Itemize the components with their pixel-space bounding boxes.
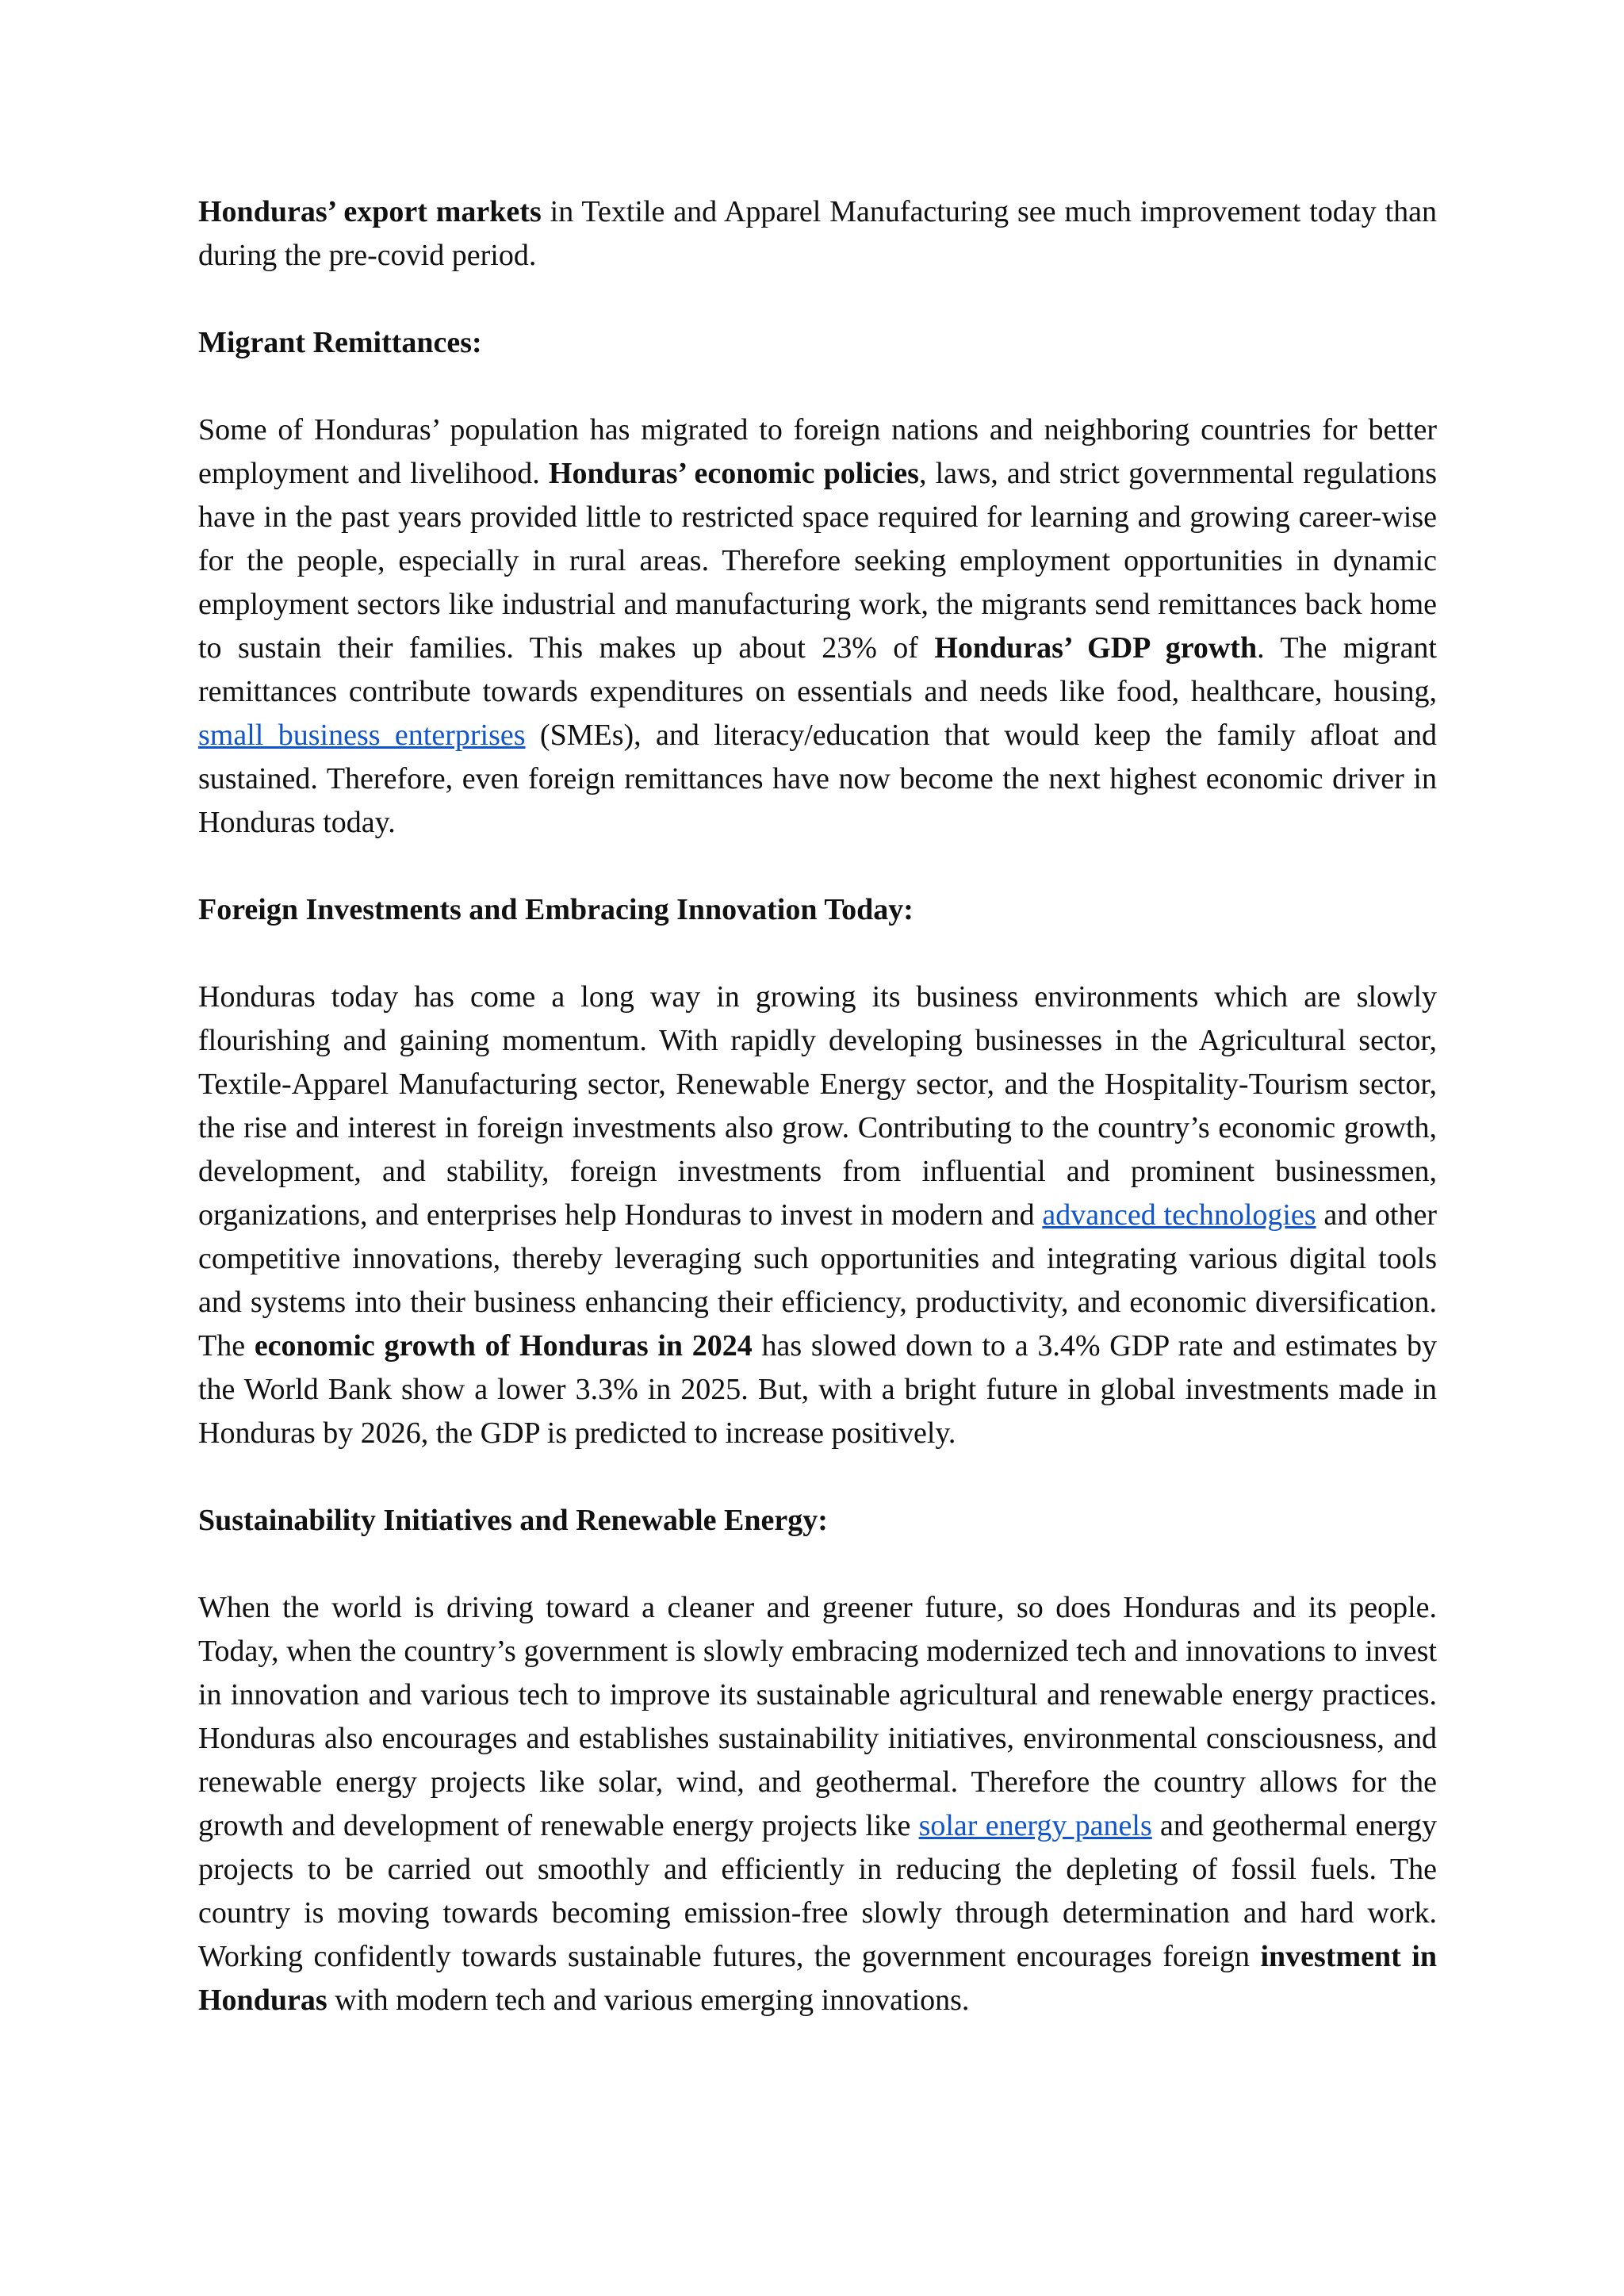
paragraph-text: Some of Honduras’ population has migrated to foreign nations and neighboring countries for better employment and livelihood. [198,413,1437,490]
paragraph-text: When the world is driving toward a cleaner and greener future, so does Honduras and its people. Today, when the country’s government is slowly embracing modernized tech and innovations to invest in innovation and various tech to improve its sustainable agricultural and renewable energy practices. Honduras also encourages and establishes sustainability initiatives, environmental consciousness, and renewable energy projects like solar, wind, and geothermal. Therefore the country allows for the growth and development of renewable energy projects like [198,1591,1437,1842]
bold-phrase: Honduras’ GDP growth [934,631,1258,665]
paragraph-text: has slowed down to a 3.4% GDP rate and estimates by the World Bank show a lower 3.3% in 2025. But, with a bright future in global investments made in Honduras by 2026, the GDP is predicted to increase positively. [198,1329,1437,1450]
paragraph-text: with modern tech and various emerging innovations. [327,1984,970,2017]
paragraph-text: and geothermal energy projects to be carried out smoothly and efficiently in reducing the depleting of fossil fuels. The country is moving towards becoming emission-free slowly through determination and hard work. Working confidently towards sustainable futures, the government encourages foreign [198,1809,1437,1973]
paragraph-remittances [198,408,1437,845]
heading-migrant-remittances: Migrant Remittances: [198,326,482,359]
paragraph-text: (SMEs), and literacy/education that would keep the family afloat and sustained. Therefore, even foreign remittances have now become the next highest economic driver in Honduras today. [198,719,1437,839]
link-small-business-enterprises[interactable]: small business enterprises [198,719,526,752]
bold-phrase: investment in Honduras [198,1940,1437,2017]
paragraph-export-markets [198,190,1437,278]
bold-phrase: Honduras’ export markets [198,195,542,228]
paragraph-sustainability [198,1586,1437,2022]
bold-phrase: economic growth of Honduras in 2024 [254,1329,753,1363]
paragraph-text: . The migrant remittances contribute towards expenditures on essentials and needs like food, healthcare, housing, [198,631,1437,708]
paragraph-text: in Textile and Apparel Manufacturing see much improvement today than during the pre-covid period. [198,195,1437,272]
link-advanced-technologies[interactable]: advanced technologies [1042,1198,1316,1232]
heading-foreign-investments: Foreign Investments and Embracing Innovation Today: [198,893,914,926]
heading-sustainability: Sustainability Initiatives and Renewable Energy: [198,1504,828,1537]
bold-phrase: Honduras’ economic policies [548,457,919,490]
paragraph-foreign-investments [198,976,1437,1455]
paragraph-text: , laws, and strict governmental regulations have in the past years provided little to restricted space required for learning and growing career-wise for the people, especially in rural areas. Therefore seeking employment opportunities in dynamic employment sectors like industrial and manufacturing work, the migrants send remittances back home to sustain their families. This makes up about 23% of [198,457,1437,665]
link-solar-energy-panels[interactable]: solar energy panels [918,1809,1152,1842]
paragraph-text: and other competitive innovations, thereby leveraging such opportunities and integrating various digital tools and systems into their business enhancing their efficiency, productivity, and economic diversification. The [198,1198,1438,1363]
document-page [198,190,1437,2066]
paragraph-text: Honduras today has come a long way in growing its business environments which are slowly flourishing and gaining momentum. With rapidly developing businesses in the Agricultural sector, Textile-Apparel Manufacturing sector, Renewable Energy sector, and the Hospitality-Tourism sector, the rise and interest in foreign investments also grow. Contributing to the country’s economic growth, development, and stability, foreign investments from influential and prominent businessmen, organizations, and enterprises help Honduras to invest in modern and [198,980,1437,1232]
